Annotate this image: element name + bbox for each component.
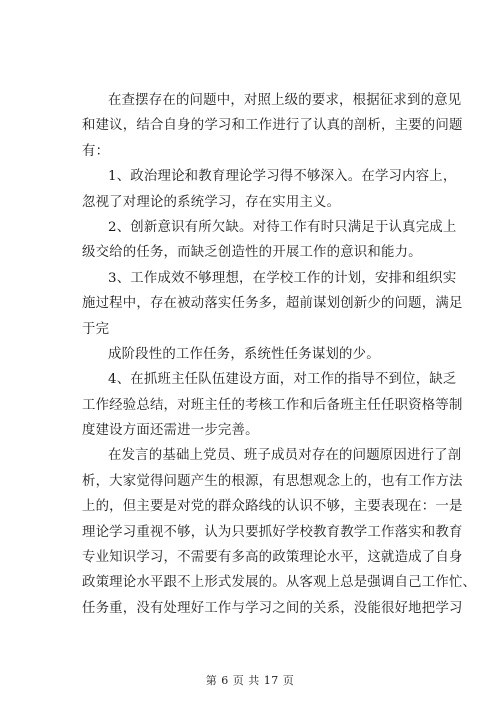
- text-line: 成阶段性的工作任务，系统性任务谋划的少。: [108, 346, 380, 362]
- text-line: 4、在抓班主任队伍建设方面，对工作的指导不到位，缺乏: [108, 372, 457, 388]
- text-line: 于完: [82, 321, 110, 337]
- text-line: 忽视了对理论的系统学习，存在实用主义。: [82, 194, 341, 210]
- page-number-footer: 第 6 页 共 17 页: [205, 674, 295, 687]
- text-line: 和建议，结合自身的学习和工作进行了认真的剖析，主要的问题: [82, 118, 463, 134]
- text-line: 在查摆存在的问题中，对照上级的要求，根据征求到的意见: [108, 93, 462, 108]
- document-body: [82, 88, 477, 621]
- text-line: 3、工作成效不够理想，在学校工作的计划，安排和组织实: [108, 270, 457, 286]
- text-line: 理论学习重视不够，认为只要抓好学校教育教学工作落实和教育: [82, 524, 463, 540]
- text-line: 施过程中，存在被动落实任务多，超前谋划创新少的问题，满足: [82, 296, 463, 312]
- text-line: 上的，但主要是对党的群众路线的认识不够，主要表现在：一是: [82, 499, 463, 515]
- text-line: 2、创新意识有所欠缺。对待工作有时只满足于认真完成上: [108, 219, 457, 235]
- text-line: 工作经验总结，对班主任的考核工作和后备班主任任职资格等制: [82, 397, 463, 413]
- text-line: 专业知识学习，不需要有多高的政策理论水平，这就造成了自身: [82, 550, 463, 566]
- text-line: 级交给的任务，而缺乏创造性的开展工作的意识和能力。: [82, 245, 422, 261]
- text-line: 度建设方面还需进一步完善。: [82, 423, 259, 439]
- text-line: 政策理论水平跟不上形式发展的。从客观上总是强调自己工作忙、: [82, 575, 477, 591]
- text-line: 析，大家觉得问题产生的根源，有思想观念上的，也有工作方法: [82, 473, 463, 489]
- text-line: 在发言的基础上党员、班子成员对存在的问题原因进行了剖: [108, 448, 462, 464]
- text-line: 1、政治理论和教育理论学习得不够深入。在学习内容上，: [108, 169, 457, 185]
- text-line: 任务重，没有处理好工作与学习之间的关系，没能很好地把学习: [82, 600, 463, 616]
- text-line: 有：: [82, 143, 110, 159]
